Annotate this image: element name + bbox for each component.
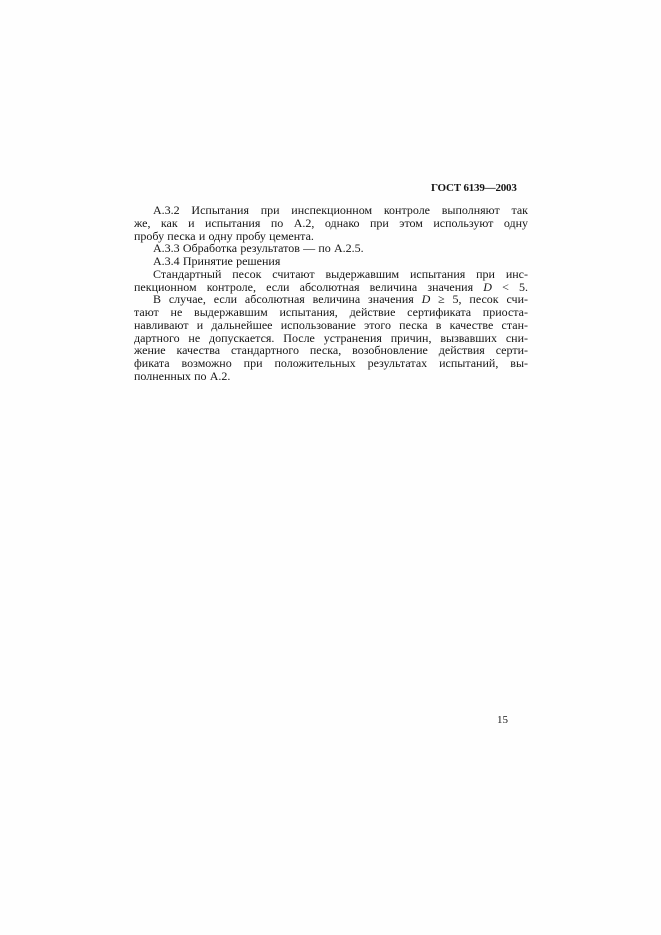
page-number: 15 [497,714,508,726]
variable-D: D [421,292,431,307]
text-line: фиката возможно при положительных результатах испытаний, вы- [134,356,528,370]
text-segment: ≥ 5, песок счи- [430,292,528,307]
text-line: пробу песка и одну пробу цемента. [134,228,314,243]
text-segment: пекционном контроле, если абсолютная величина значения [134,279,484,294]
text-line: тают не выдержавшим испытания, действие сертификата приоста- [134,305,528,319]
text-line: же, как и испытания по А.2, однако при этом используют одну [134,215,528,230]
text-segment: < 5. [491,279,529,294]
text-segment: В случае, если абсолютная величина значения [153,292,422,307]
standard-designation: ГОСТ 6139—2003 [431,182,517,194]
text-line: дартного не допускается. После устранения причин, вызвавших сни- [134,330,528,345]
text-line: А.3.4 Принятие решения [153,254,281,268]
variable-D: D [483,279,492,294]
document-body [134,204,528,383]
text-line: жение качества стандартного песка, возобновление действия серти- [134,343,528,358]
text-line: полненных по А.2. [134,368,231,383]
text-line: Стандартный песок считают выдержавшим испытания при инс- [153,266,528,281]
text-line: навливают и дальнейшее использование этого песка в качестве стан- [134,317,528,332]
text-line: А.3.3 Обработка результатов — по А.2.5. [153,241,364,256]
text-line: А.3.2 Испытания при инспекционном контроле выполняют так [153,203,528,217]
